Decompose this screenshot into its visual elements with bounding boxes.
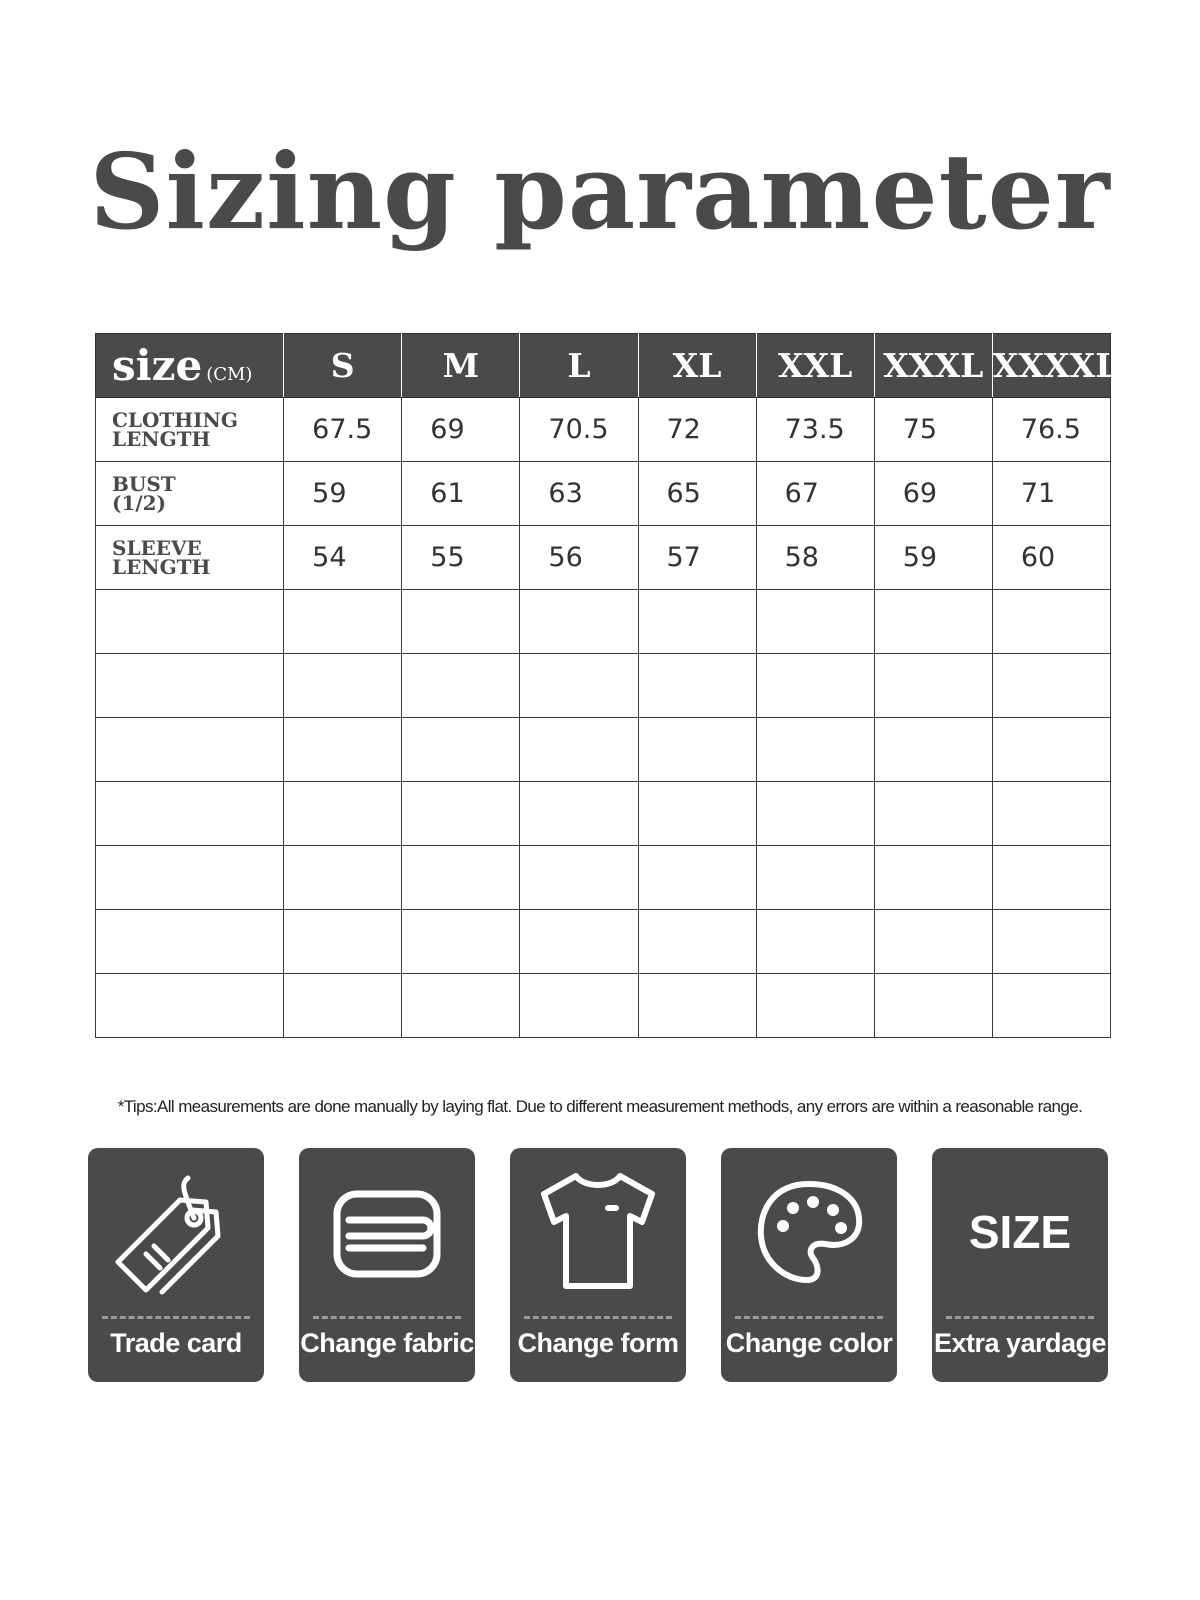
table-cell: 59	[284, 462, 402, 526]
empty-table-cell	[874, 718, 992, 782]
table-cell: 76.5	[992, 398, 1110, 462]
table-cell: 56	[520, 526, 638, 590]
empty-table-cell	[874, 590, 992, 654]
size-column-header: S	[284, 334, 402, 398]
size-header-label: size	[112, 341, 203, 390]
empty-table-cell	[284, 718, 402, 782]
empty-table-cell	[638, 590, 756, 654]
empty-table-cell	[756, 718, 874, 782]
fabric-icon	[299, 1162, 475, 1302]
size-column-header: L	[520, 334, 638, 398]
card-label: Trade card	[110, 1328, 242, 1358]
change-fabric-card	[299, 1148, 475, 1382]
empty-table-cell	[96, 910, 284, 974]
empty-table-cell	[756, 782, 874, 846]
empty-table-cell	[992, 974, 1110, 1038]
change-form-card	[510, 1148, 686, 1382]
empty-table-cell	[638, 910, 756, 974]
empty-table-cell	[756, 654, 874, 718]
service-cards	[88, 1148, 1124, 1384]
empty-table-cell	[96, 718, 284, 782]
table-cell: 58	[756, 526, 874, 590]
empty-table-cell	[520, 910, 638, 974]
empty-table-row	[96, 654, 1111, 718]
table-cell: 54	[284, 526, 402, 590]
empty-table-cell	[874, 910, 992, 974]
size-column-header: XL	[638, 334, 756, 398]
card-label: Change form	[517, 1328, 679, 1358]
table-cell: 59	[874, 526, 992, 590]
empty-table-cell	[284, 590, 402, 654]
empty-table-cell	[96, 590, 284, 654]
card-divider	[102, 1316, 250, 1319]
empty-table-cell	[284, 910, 402, 974]
empty-table-cell	[874, 974, 992, 1038]
empty-table-cell	[284, 846, 402, 910]
empty-table-cell	[96, 974, 284, 1038]
table-cell: 73.5	[756, 398, 874, 462]
empty-table-cell	[756, 910, 874, 974]
page-title: Sizing parameter	[89, 130, 1111, 253]
card-divider	[946, 1316, 1094, 1319]
extra-yardage-card	[932, 1148, 1108, 1382]
empty-table-cell	[638, 974, 756, 1038]
empty-table-cell	[520, 654, 638, 718]
empty-table-cell	[992, 782, 1110, 846]
empty-table-cell	[402, 846, 520, 910]
palette-icon	[721, 1162, 897, 1302]
card-label: Change color	[725, 1328, 893, 1358]
empty-table-cell	[756, 974, 874, 1038]
tag-icon	[88, 1162, 264, 1302]
table-cell: 61	[402, 462, 520, 526]
table-cell: 57	[638, 526, 756, 590]
empty-table-cell	[520, 590, 638, 654]
empty-table-cell	[402, 654, 520, 718]
size-icon	[932, 1162, 1108, 1302]
row-label: CLOTHING LENGTH	[96, 398, 284, 462]
card-divider	[313, 1316, 461, 1319]
change-color-card	[721, 1148, 897, 1382]
empty-table-cell	[96, 846, 284, 910]
empty-table-cell	[756, 590, 874, 654]
tshirt-icon	[510, 1162, 686, 1302]
empty-table-cell	[284, 974, 402, 1038]
empty-table-cell	[638, 846, 756, 910]
table-cell: 71	[992, 462, 1110, 526]
empty-table-cell	[402, 590, 520, 654]
row-label: BUST (1/2)	[96, 462, 284, 526]
card-label: Change fabric	[300, 1328, 474, 1358]
empty-table-row	[96, 846, 1111, 910]
table-cell: 67	[756, 462, 874, 526]
card-label: Extra yardage	[933, 1328, 1107, 1358]
size-header-cell	[96, 334, 284, 398]
table-cell: 65	[638, 462, 756, 526]
empty-table-cell	[874, 846, 992, 910]
empty-table-row	[96, 910, 1111, 974]
empty-table-cell	[992, 846, 1110, 910]
empty-table-cell	[992, 590, 1110, 654]
empty-table-cell	[874, 782, 992, 846]
size-column-header: XXXL	[874, 334, 992, 398]
empty-table-cell	[284, 782, 402, 846]
size-icon-text: SIZE	[968, 1206, 1072, 1258]
empty-table-cell	[638, 718, 756, 782]
table-cell: 72	[638, 398, 756, 462]
empty-table-row	[96, 590, 1111, 654]
empty-table-cell	[992, 910, 1110, 974]
table-cell: 60	[992, 526, 1110, 590]
size-column-header: M	[402, 334, 520, 398]
size-unit-label: (CM)	[206, 364, 253, 385]
table-cell: 63	[520, 462, 638, 526]
empty-table-row	[96, 974, 1111, 1038]
empty-table-cell	[402, 718, 520, 782]
empty-table-cell	[96, 782, 284, 846]
empty-table-row	[96, 782, 1111, 846]
size-column-header: XXXXL	[992, 334, 1110, 398]
empty-table-cell	[402, 910, 520, 974]
table-row	[96, 462, 1111, 526]
row-label: SLEEVE LENGTH	[96, 526, 284, 590]
table-cell: 75	[874, 398, 992, 462]
table-cell: 69	[402, 398, 520, 462]
measurement-tips: *Tips:All measurements are done manually by laying flat. Due to different measurement methods, any errors are within a reasonable range.	[117, 1097, 1083, 1116]
empty-table-row	[96, 718, 1111, 782]
size-chart-table	[95, 333, 1119, 1038]
empty-table-cell	[520, 974, 638, 1038]
table-cell: 55	[402, 526, 520, 590]
empty-table-cell	[402, 974, 520, 1038]
table-cell: 67.5	[284, 398, 402, 462]
empty-table-cell	[638, 782, 756, 846]
empty-table-cell	[992, 654, 1110, 718]
empty-table-cell	[402, 782, 520, 846]
trade-card-card	[88, 1148, 264, 1382]
empty-table-cell	[992, 718, 1110, 782]
empty-table-cell	[638, 654, 756, 718]
card-divider	[735, 1316, 883, 1319]
empty-table-cell	[520, 846, 638, 910]
size-column-header: XXL	[756, 334, 874, 398]
table-cell: 70.5	[520, 398, 638, 462]
empty-table-cell	[96, 654, 284, 718]
empty-table-cell	[756, 846, 874, 910]
card-divider	[524, 1316, 672, 1319]
table-row	[96, 398, 1111, 462]
empty-table-cell	[520, 782, 638, 846]
empty-table-cell	[284, 654, 402, 718]
empty-table-cell	[874, 654, 992, 718]
table-cell: 69	[874, 462, 992, 526]
table-header-row	[96, 334, 1111, 398]
table-row	[96, 526, 1111, 590]
empty-table-cell	[520, 718, 638, 782]
